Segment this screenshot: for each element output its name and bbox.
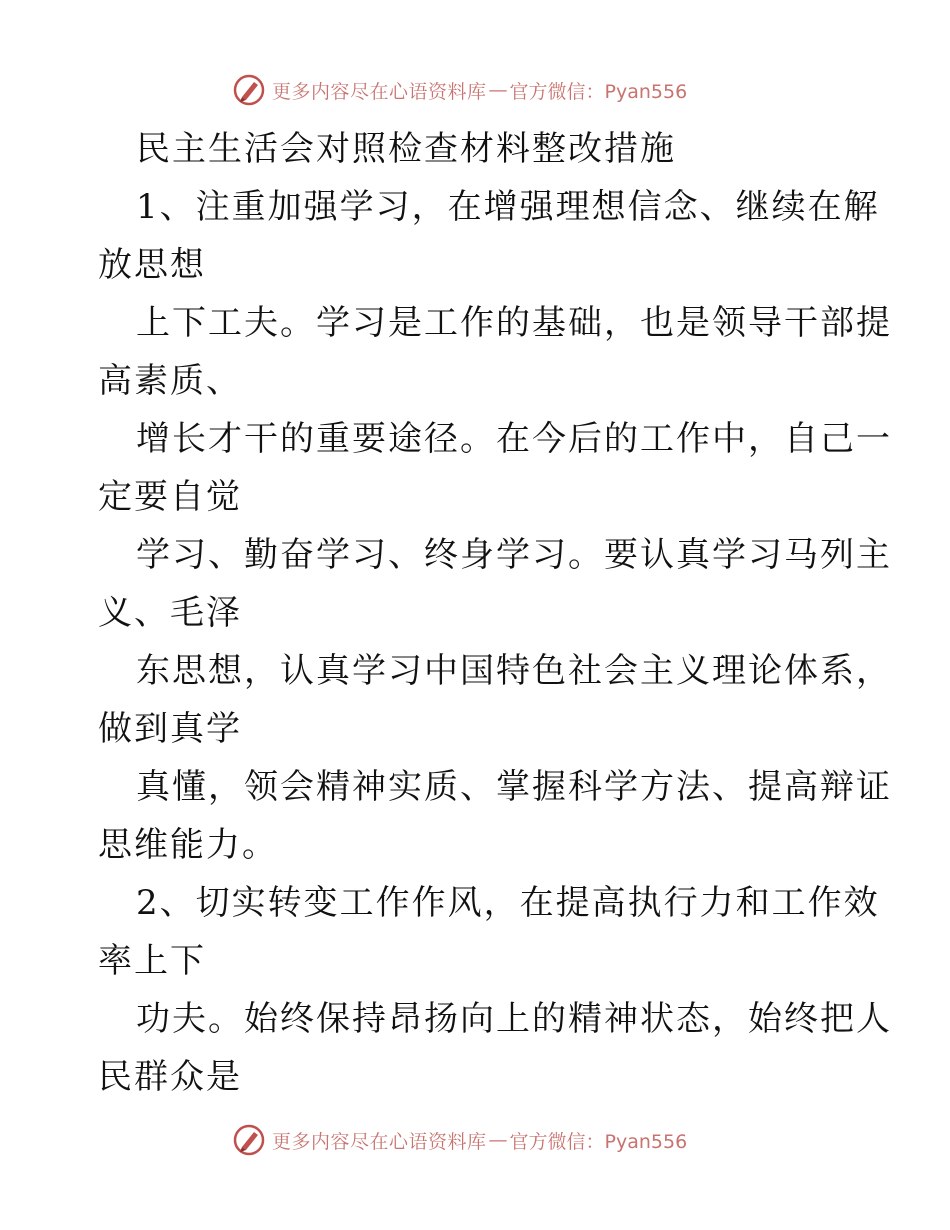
paragraph-line: 义、毛泽 — [98, 593, 242, 633]
watermark-contact: 官方微信：Pyan556 — [509, 80, 688, 103]
paragraph-line: 功夫。始终保持昂扬向上的精神状态，始终把人 — [136, 999, 892, 1039]
paragraph-line: 率上下 — [98, 941, 206, 981]
paragraph-line: 上下工夫。学习是工作的基础，也是领导干部提 — [136, 303, 892, 343]
paragraph-line: 思维能力。 — [98, 825, 278, 865]
header-watermark — [232, 70, 687, 110]
watermark-text: 更多内容尽在心语资料库 — [272, 1130, 487, 1153]
paragraph-line: 2、切实转变工作作风，在提高执行力和工作效 — [136, 883, 880, 923]
footer-watermark — [232, 1120, 687, 1160]
document-body — [98, 120, 892, 1106]
watermark-text: 更多内容尽在心语资料库 — [272, 80, 487, 103]
paragraph-line: 增长才干的重要途径。在今后的工作中，自己一 — [136, 419, 892, 459]
pen-logo-icon — [232, 1123, 266, 1157]
paragraph-line: 1、注重加强学习，在增强理想信念、继续在解 — [136, 187, 880, 227]
paragraph-line: 学习、勤奋学习、终身学习。要认真学习马列主 — [136, 535, 892, 575]
pen-logo-icon — [232, 73, 266, 107]
paragraph-line: 高素质、 — [98, 361, 242, 401]
paragraph-line: 民群众是 — [98, 1057, 242, 1097]
paragraph-line: 做到真学 — [98, 709, 242, 749]
paragraph-line: 真懂，领会精神实质、掌握科学方法、提高辩证 — [136, 767, 892, 807]
document-title: 民主生活会对照检查材料整改措施 — [136, 129, 676, 169]
paragraph-line: 定要自觉 — [98, 477, 242, 517]
watermark-dash: — — [488, 79, 508, 101]
paragraph-line: 放思想 — [98, 245, 206, 285]
paragraph-line: 东思想，认真学习中国特色社会主义理论体系， — [136, 651, 892, 691]
watermark-contact: 官方微信：Pyan556 — [509, 1130, 688, 1153]
watermark-dash: — — [488, 1129, 508, 1151]
